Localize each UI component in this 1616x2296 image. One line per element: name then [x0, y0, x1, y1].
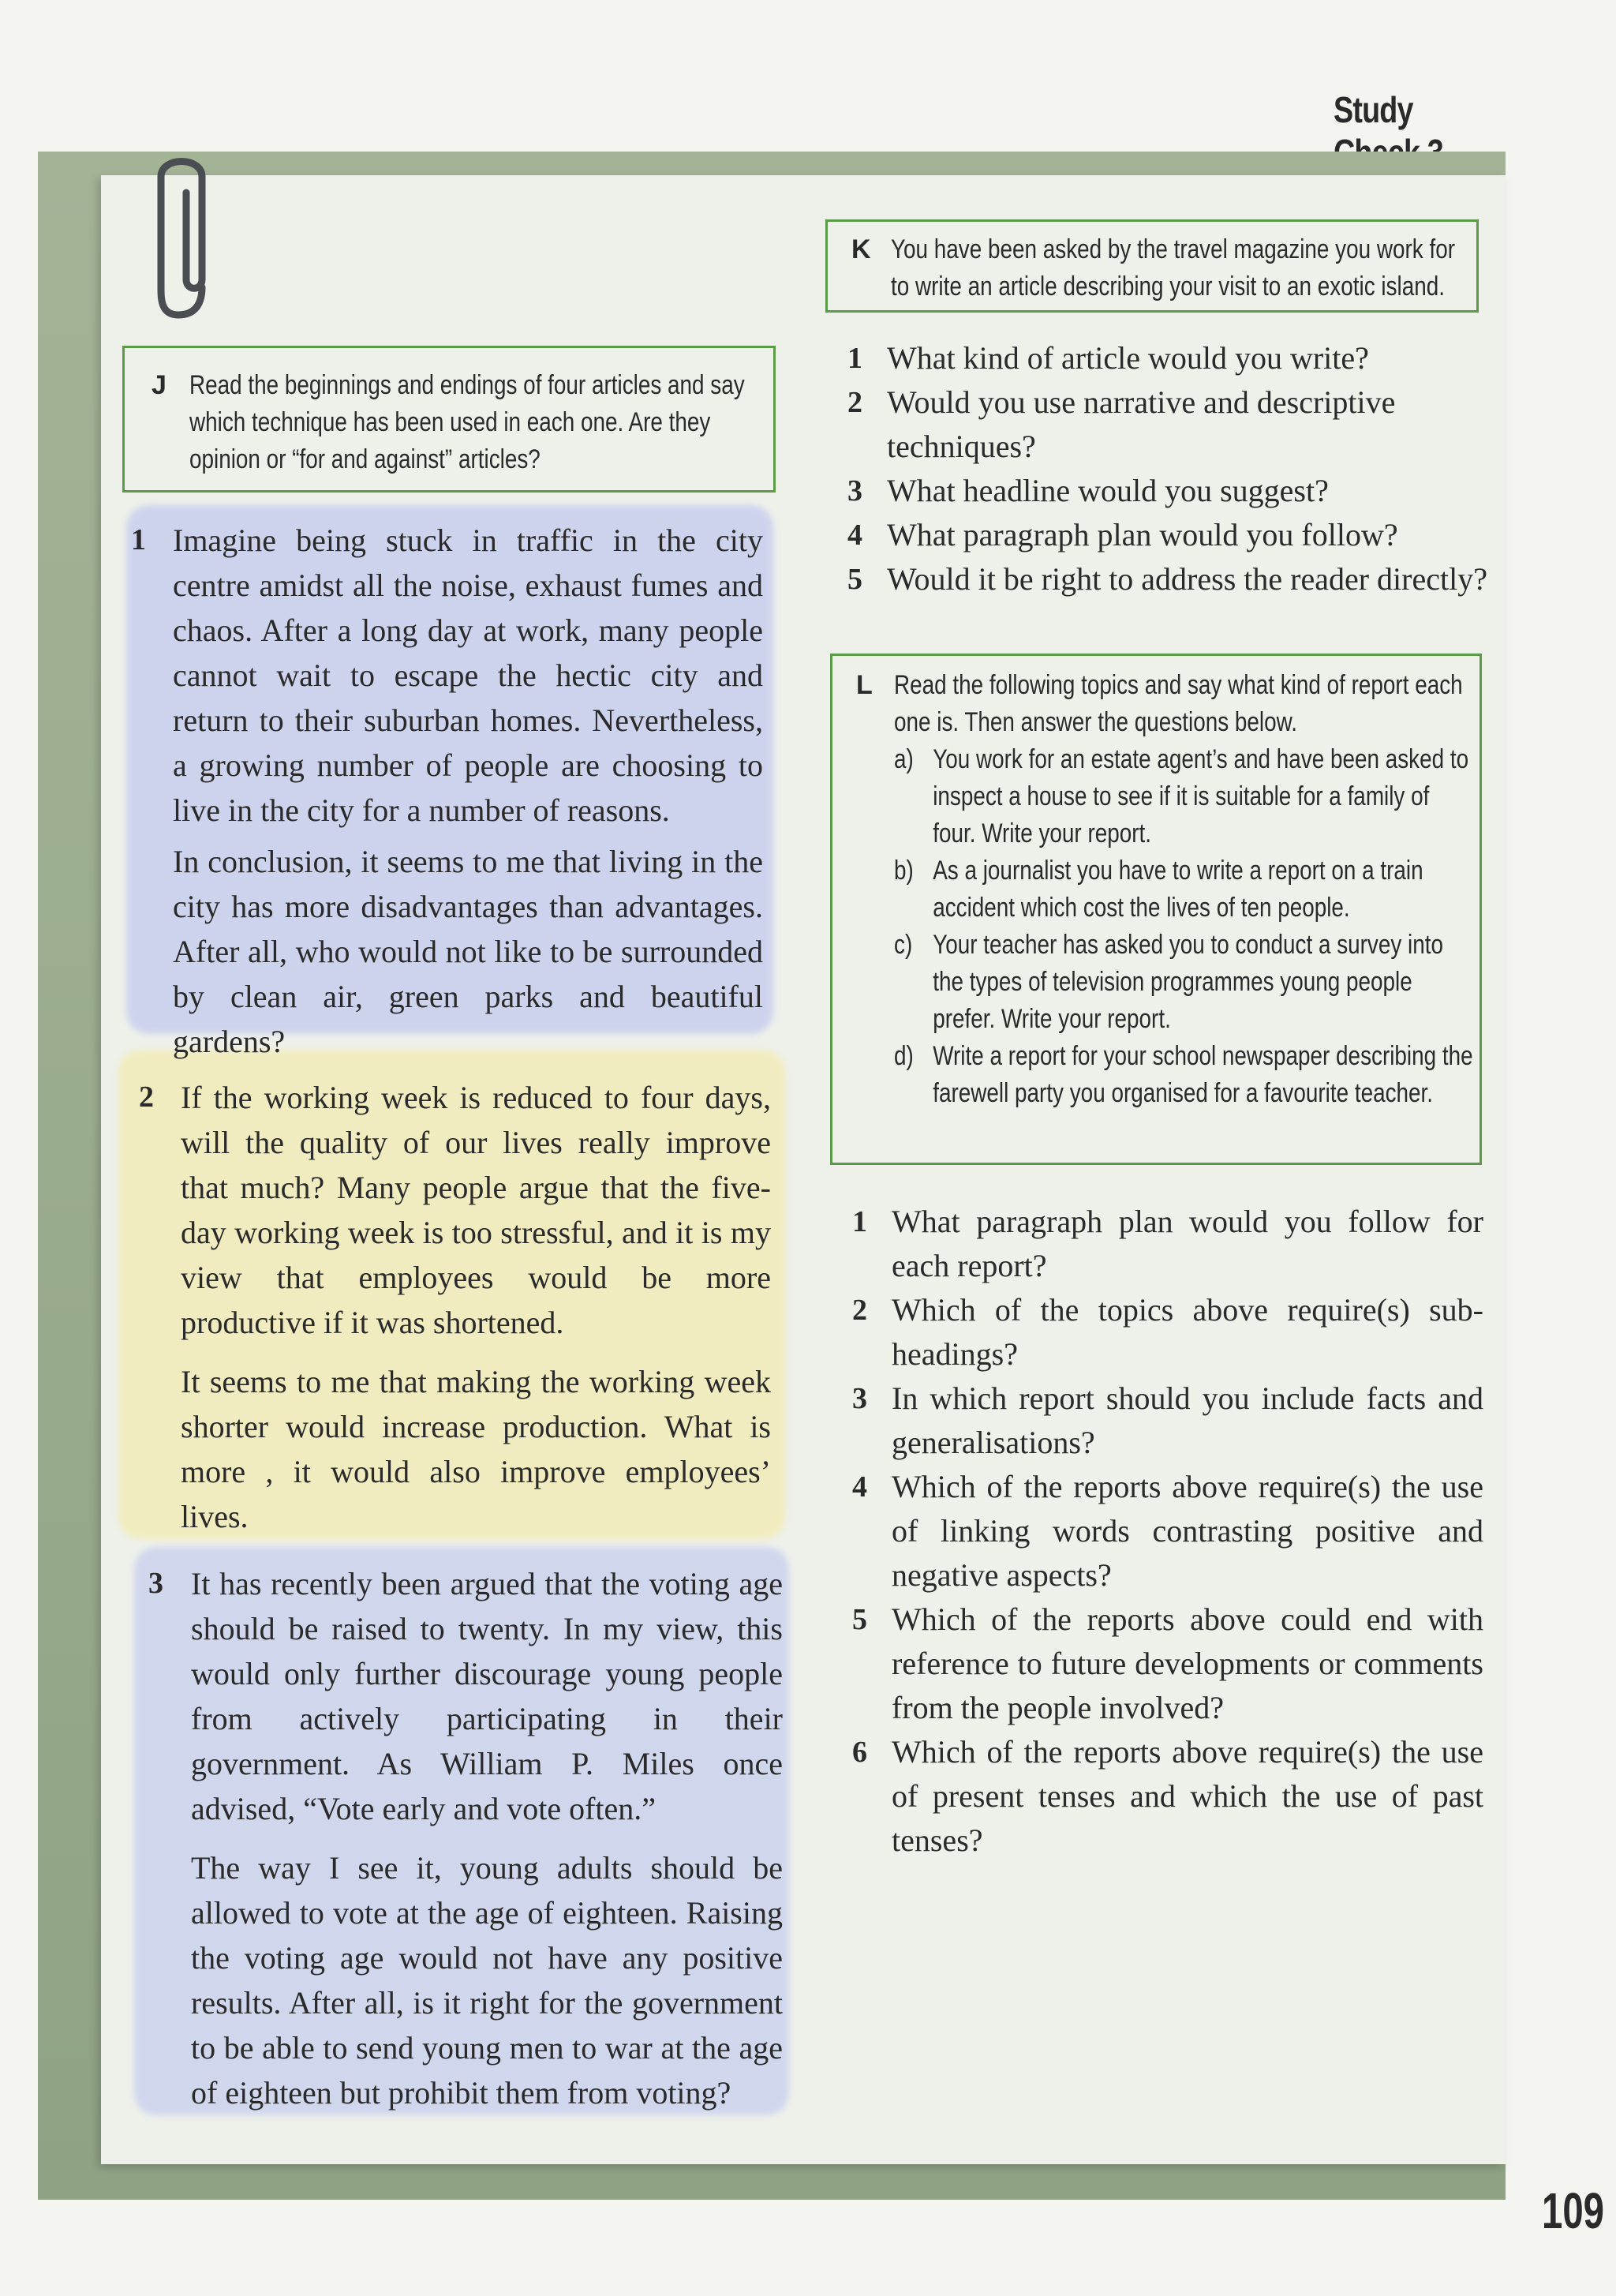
exercise-k-instruction-box — [825, 219, 1479, 313]
question-item: 3 What headline would you suggest? — [847, 473, 1329, 508]
question-item: 3 In which report should you include facts and generalisations? — [852, 1380, 1483, 1460]
exercise-instruction: Read the following topics and say what kind of report each one is. Then answer the questions below. — [894, 670, 1463, 737]
exercise-instruction: Read the beginnings and endings of four articles and say which technique has been used in each one. Are they opinion or “for and against” articles? — [189, 370, 745, 474]
passage-beginning: Imagine being stuck in traffic in the city centre amidst all the noise, exhaust fumes and chaos. After a long day at work, many people cannot wait to escape the hectic city and return to their suburban homes. Nevertheless, a growing number of people are choosing to live in the city for a number of reasons. — [173, 522, 763, 828]
exercise-instruction: You have been asked by the travel magazine you work for to write an article describing your visit to an exotic island. — [891, 234, 1456, 302]
page-number: 109 — [1542, 2182, 1605, 2239]
question-item: 6 Which of the reports above require(s) the use of present tenses and which the use of past tenses? — [852, 1734, 1483, 1858]
report-topics-list — [894, 741, 1476, 1112]
topic-item: d) Write a report for your school newspaper describing the farewell party you organised for a favourite teacher. — [894, 1041, 1473, 1108]
page-header-title: Study — [1334, 89, 1413, 130]
topic-item: b) As a journalist you have to write a report on a train accident which cost the lives of ten people. — [894, 856, 1423, 923]
question-item: 5 Would it be right to address the reader directly? — [847, 561, 1487, 597]
passage-beginning: If the working week is reduced to four days, will the quality of our lives really improve that much? Many people argue that the five-day working week is too stressful, and it is my view that employees would be more productive if it was shortened. — [181, 1080, 771, 1340]
question-item: 2 Would you use narrative and descriptive techniques? — [847, 384, 1396, 464]
passage-1 — [173, 518, 763, 1070]
exercise-l-questions — [852, 1200, 1483, 1863]
topic-item: a) You work for an estate agent’s and have been asked to inspect a house to see if it is suitable for a family of four. Write your report. — [894, 744, 1469, 848]
topic-item: c) Your teacher has asked you to conduct a survey into the types of television programmes young people prefer. Write your report. — [894, 930, 1444, 1034]
passage-2 — [181, 1075, 771, 1545]
passage-3 — [191, 1561, 783, 2122]
passage-ending: In conclusion, it seems to me that living in the city has more disadvantages than advantages. After all, who would not like to be surrounded by clean air, green parks and beautiful gardens? — [173, 844, 763, 1059]
exercise-letter: L — [856, 670, 873, 700]
paper-clip-icon — [155, 145, 234, 327]
passage-number: 2 — [139, 1081, 154, 1114]
exercise-letter: J — [152, 370, 166, 400]
question-item: 5 Which of the reports above could end with reference to future developments or comments from the people involved? — [852, 1601, 1483, 1725]
passage-ending: It seems to me that making the working week shorter would increase production. What is more , it would also improve employees’ lives. — [181, 1364, 771, 1534]
question-item: 1 What kind of article would you write? — [847, 340, 1369, 376]
question-item: 4 Which of the reports above require(s) the use of linking words contrasting positive and negative aspects? — [852, 1469, 1483, 1593]
exercise-j-instruction-box — [122, 346, 776, 493]
passage-ending: The way I see it, young adults should be allowed to vote at the age of eighteen. Raising the voting age would not have any positive results. After all, is it right for the government to be able to send young men to war at the age of eighteen but prohibit them from voting? — [191, 1850, 783, 2111]
question-item: 4 What paragraph plan would you follow? — [847, 517, 1398, 552]
passage-number: 3 — [148, 1567, 163, 1600]
exercise-l-content — [894, 667, 1476, 1112]
passage-beginning: It has recently been argued that the voting age should be raised to twenty. In my view, this would only further discourage young people from actively participating in their government. As William P. Miles once advised, “Vote early and vote often.” — [191, 1566, 783, 1826]
exercise-letter: K — [851, 234, 871, 264]
question-item: 2 Which of the topics above require(s) sub-headings? — [852, 1292, 1483, 1372]
question-item: 1 What paragraph plan would you follow for each report? — [852, 1204, 1483, 1283]
exercise-k-questions — [847, 336, 1494, 601]
exercise-l-instruction-box — [830, 654, 1482, 1165]
passage-number: 1 — [131, 523, 146, 556]
